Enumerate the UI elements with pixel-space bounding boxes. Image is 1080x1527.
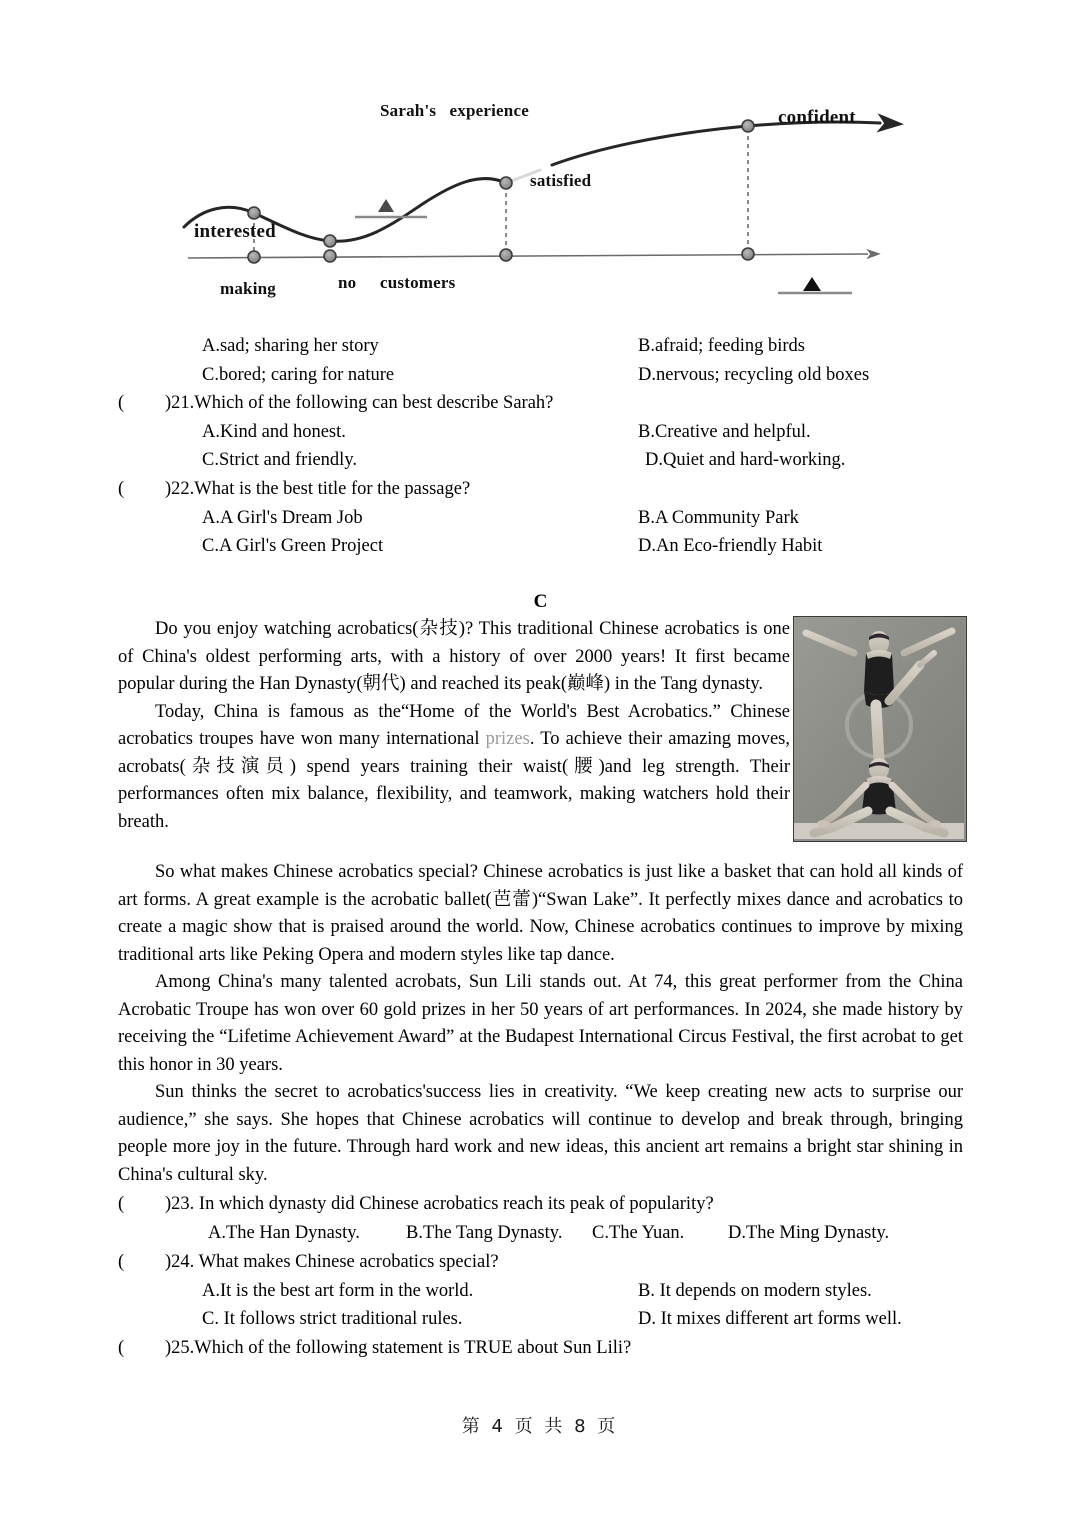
answer-bracket[interactable]: ( [118,1252,125,1272]
sarah-experience-chart [180,95,920,310]
option-a[interactable]: A.Kind and honest. [202,421,346,442]
passage-paragraph-2 [118,699,790,837]
question-stem: )25.Which of the following statement is TRUE about Sun Lili? [165,1338,632,1358]
option-d[interactable]: D.An Eco-friendly Habit [638,536,823,557]
option-row [118,361,963,390]
passage-paragraph-1: Do you enjoy watching acrobatics(杂技)? This traditional Chinese acrobatics is one of China's oldest performing arts, with a history of over 2000 years! It first became popular during the Han Dynasty(朝代) and reached its peak(巅峰) in the Tang dynasty. [118,619,790,694]
chart-label-making: making [220,279,276,298]
answer-bracket[interactable]: ( [118,1338,125,1358]
chart-label-confident: confident [778,107,856,128]
option-a[interactable]: A.sad; sharing her story [202,336,379,356]
option-c[interactable]: C. It follows strict traditional rules. [202,1309,463,1330]
chart-label-no: no [338,273,357,292]
passage-c-continued [118,859,963,1189]
option-row [118,1219,963,1248]
option-a[interactable]: A.A Girl's Dream Job [202,507,363,528]
option-c[interactable]: C.bored; caring for nature [202,364,395,385]
option-row [118,1305,963,1334]
answer-bracket[interactable]: ( [118,393,125,413]
option-b[interactable]: B.A Community Park [638,507,799,528]
option-row [118,1277,963,1306]
triangle-marker-icon [778,277,852,293]
passage-c [118,616,963,836]
question-stem-row [118,1334,963,1363]
question-stem-row [118,475,963,504]
page-footer: 第 4 页 共 8 页 [461,1416,619,1437]
chart-label-satisfied: satisfied [530,171,592,190]
passage-paragraph-4: Among China's many talented acrobats, Sun Lili stands out. At 74, this great performer from the China Acrobatic Troupe has won over 60 gold prizes in her 50 years of art performances. In 2024, she made history by receiving the “Lifetime Achievement Award” at the Budapest International Circus Festival, the first acrobat to get this honor in 30 years. [118,972,963,1075]
question-stem: )24. What makes Chinese acrobatics special? [165,1252,499,1272]
question-25 [118,1334,963,1363]
option-row [118,332,963,361]
option-row [118,418,963,447]
passage-paragraph-5: Sun thinks the secret to acrobatics'success lies in creativity. “We keep creating new acts to surprise our audience,” she says. She hopes that Chinese acrobatics will continue to develop and break through, bringing people more joy in the future. Through hard work and new ideas, this ancient art remains a bright star shining in China's cultural sky. [118,1082,963,1185]
passage-paragraph-2-part2: . To achieve their amazing moves, acrobats(杂技演员) spend years training their waist(腰)and leg strength. Their performances often mix balance, flexibility, and teamwork, making watchers hold their breath. [118,729,790,832]
question-23 [118,1190,963,1247]
chart-label-interested: interested [194,221,276,242]
chart-x-axis [188,254,868,258]
question-stem-row [118,1190,963,1219]
chart-title: Sarah's experience [380,101,529,120]
option-c[interactable]: C.The Yuan. [592,1222,685,1243]
option-d[interactable]: D.The Ming Dynasty. [728,1222,890,1243]
question-22 [118,475,963,561]
option-a[interactable]: A.The Han Dynasty. [208,1222,360,1243]
answer-bracket[interactable]: ( [118,1194,125,1214]
chart-label-customers: customers [380,273,456,292]
answer-bracket[interactable]: ( [118,479,125,499]
passage-faded-word: prizes [485,729,530,749]
chart-curve-nodes [248,120,754,247]
option-b[interactable]: B. It depends on modern styles. [638,1280,872,1301]
option-b[interactable]: B.Creative and helpful. [638,421,811,442]
question-24 [118,1248,963,1334]
option-a[interactable]: A.It is the best art form in the world. [202,1280,474,1301]
option-c[interactable]: C.A Girl's Green Project [202,536,384,557]
option-c[interactable]: C.Strict and friendly. [202,450,357,471]
option-d[interactable]: D.nervous; recycling old boxes [638,364,870,385]
section-letter: C [533,591,548,612]
option-b[interactable]: B.afraid; feeding birds [638,336,805,356]
question20-options [118,332,963,389]
option-d[interactable]: D.Quiet and hard-working. [645,450,846,471]
section-heading-wrap [118,588,963,617]
passage-paragraph-2-part1: Today, China is famous as the“Home of the World's Best Acrobatics.” Chinese acrobatics troupes have won many international [118,701,790,749]
question-21 [118,389,963,475]
option-row [118,504,963,533]
question-stem-row [118,1248,963,1277]
passage-paragraph-3: So what makes Chinese acrobatics special? Chinese acrobatics is just like a basket that can hold all kinds of art forms. A great example is the acrobatic ballet(芭蕾)“Swan Lake”. It perfectly mixes dance and acrobatics to create a magic show that is praised around the world. Now, Chinese acrobatics continues to improve by mixing traditional arts like Peking Opera and modern styles like tap dance. [118,862,963,965]
option-b[interactable]: B.The Tang Dynasty. [406,1222,563,1243]
option-d[interactable]: D. It mixes different art forms well. [638,1309,902,1330]
option-row [118,532,963,561]
option-row [118,446,963,475]
question-stem-row [118,389,963,418]
question-stem: )21.Which of the following can best describe Sarah? [165,393,554,413]
question-stem: )22.What is the best title for the passage? [165,479,471,499]
question-stem: )23. In which dynasty did Chinese acrobatics reach its peak of popularity? [165,1194,714,1214]
